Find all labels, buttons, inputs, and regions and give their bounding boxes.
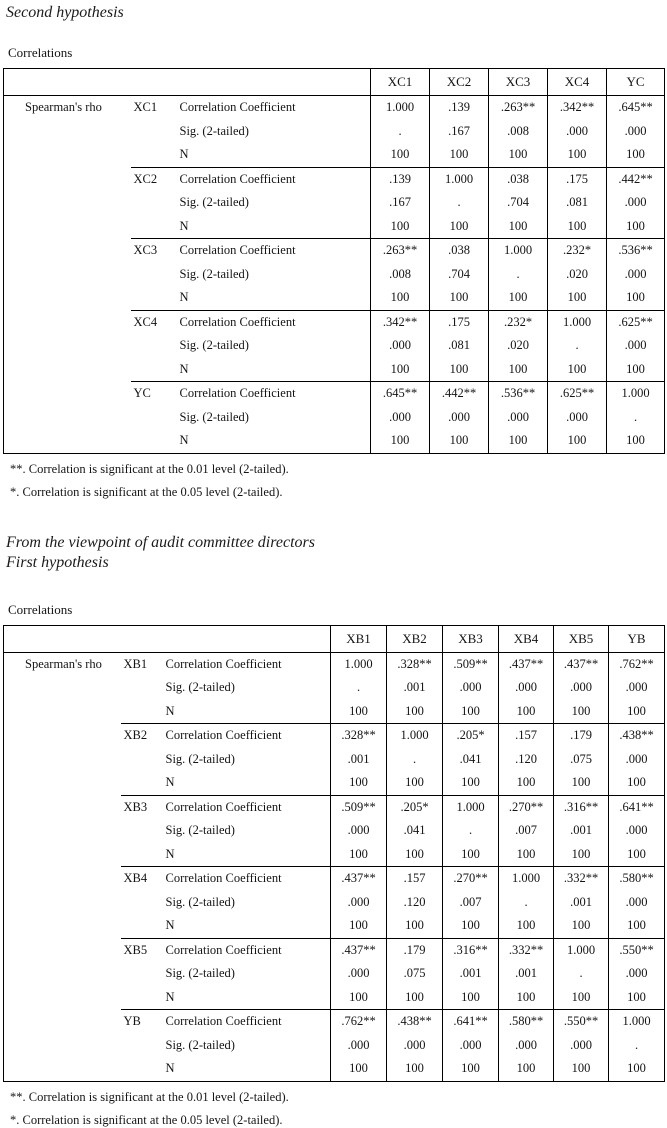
stat-label: Correlation Coefficient <box>163 724 331 748</box>
value-cell: 100 <box>387 986 443 1010</box>
value-cell: .536** <box>489 382 548 406</box>
heading-viewpoint-audit-committee: From the viewpoint of audit committee directors <box>6 533 315 551</box>
value-cell: 1.000 <box>331 652 387 676</box>
value-cell: .000 <box>609 676 665 700</box>
stat-label: N <box>179 290 189 305</box>
value-cell: .075 <box>554 748 609 772</box>
value-cell: .762** <box>609 652 665 676</box>
column-header: XC1 <box>371 69 430 96</box>
value-cell: 100 <box>489 429 548 453</box>
value-cell: .139 <box>371 167 430 191</box>
value-cell: 100 <box>430 429 489 453</box>
table-2-footnote-01-level: **. Correlation is significant at the 0.01 level (2-tailed). <box>10 1089 289 1104</box>
value-cell: .120 <box>499 748 554 772</box>
value-cell: 100 <box>489 143 548 167</box>
value-cell: 100 <box>609 914 665 938</box>
value-cell: .000 <box>489 406 548 430</box>
table-row <box>4 96 665 120</box>
value-cell: 100 <box>371 429 430 453</box>
value-cell: .437** <box>499 652 554 676</box>
correlations-table <box>3 625 665 1082</box>
value-cell: .000 <box>609 748 665 772</box>
value-cell: .081 <box>430 334 489 358</box>
row-group-label: Spearman's rho <box>25 656 102 671</box>
value-cell: 100 <box>489 215 548 239</box>
variable-label: XB1 <box>121 652 163 724</box>
column-header: XB2 <box>387 625 443 652</box>
value-cell: 1.000 <box>607 382 665 406</box>
value-cell: 1.000 <box>499 867 554 891</box>
value-cell: 100 <box>548 143 607 167</box>
value-cell: 100 <box>607 358 665 382</box>
value-cell: .000 <box>548 120 607 144</box>
stat-label: N <box>165 775 175 790</box>
stat-label: Correlation Coefficient <box>177 239 371 263</box>
value-cell: .550** <box>609 938 665 962</box>
column-header: XB4 <box>499 625 554 652</box>
value-cell: .000 <box>548 406 607 430</box>
row-group-label: Spearman's rho <box>25 100 102 114</box>
value-cell: .625** <box>607 310 665 334</box>
value-cell: .000 <box>607 191 665 215</box>
stat-label: Sig. (2-tailed) <box>165 823 235 838</box>
value-cell: 100 <box>499 700 554 724</box>
stat-label: Sig. (2-tailed) <box>165 1037 235 1052</box>
stat-label: Correlation Coefficient <box>177 382 371 406</box>
value-cell: 1.000 <box>387 724 443 748</box>
stat-label: Sig. (2-tailed) <box>165 680 235 695</box>
value-cell: 100 <box>371 215 430 239</box>
column-header: XC3 <box>489 69 548 96</box>
value-cell: .580** <box>609 867 665 891</box>
value-cell: .704 <box>489 191 548 215</box>
value-cell: .000 <box>607 334 665 358</box>
value-cell: .328** <box>331 724 387 748</box>
value-cell: .437** <box>331 938 387 962</box>
value-cell: .509** <box>443 652 499 676</box>
value-cell: 100 <box>548 429 607 453</box>
stat-label: Correlation Coefficient <box>163 1010 331 1034</box>
value-cell: .316** <box>443 938 499 962</box>
value-cell: .179 <box>387 938 443 962</box>
value-cell: 100 <box>387 843 443 867</box>
value-cell: .179 <box>554 724 609 748</box>
stat-label: Sig. (2-tailed) <box>179 123 249 138</box>
value-cell: .263** <box>489 96 548 120</box>
value-cell: .316** <box>554 795 609 819</box>
value-cell: . <box>489 263 548 287</box>
value-cell: .438** <box>387 1010 443 1034</box>
value-cell: .645** <box>371 382 430 406</box>
value-cell: 100 <box>499 986 554 1010</box>
value-cell: .167 <box>371 191 430 215</box>
variable-label: XC3 <box>131 239 177 311</box>
table-2-title: Correlations <box>8 601 73 617</box>
stat-label: N <box>165 703 175 718</box>
stat-label: Sig. (2-tailed) <box>179 409 249 424</box>
value-cell: 100 <box>499 1057 554 1081</box>
value-cell: 100 <box>554 914 609 938</box>
heading-first-hypothesis: First hypothesis <box>6 553 109 571</box>
value-cell: .081 <box>548 191 607 215</box>
value-cell: . <box>331 676 387 700</box>
stat-label: Correlation Coefficient <box>163 795 331 819</box>
variable-label: XB3 <box>121 795 163 867</box>
value-cell: 100 <box>443 771 499 795</box>
value-cell: 100 <box>548 286 607 310</box>
value-cell: .175 <box>430 310 489 334</box>
value-cell: .438** <box>609 724 665 748</box>
value-cell: .000 <box>443 1034 499 1058</box>
value-cell: 100 <box>443 914 499 938</box>
stat-label: N <box>179 433 189 448</box>
stat-label: Sig. (2-tailed) <box>165 966 235 981</box>
value-cell: .000 <box>331 1034 387 1058</box>
stat-label: Correlation Coefficient <box>163 867 331 891</box>
table-1-footnote-01-level: **. Correlation is significant at the 0.01 level (2-tailed). <box>10 461 289 476</box>
value-cell: 100 <box>430 286 489 310</box>
value-cell: .704 <box>430 263 489 287</box>
value-cell: 1.000 <box>443 795 499 819</box>
value-cell: 100 <box>609 771 665 795</box>
value-cell: 1.000 <box>371 96 430 120</box>
value-cell: 100 <box>499 914 554 938</box>
value-cell: 100 <box>607 215 665 239</box>
column-header: XC2 <box>430 69 489 96</box>
value-cell: .038 <box>430 239 489 263</box>
value-cell: .000 <box>609 962 665 986</box>
value-cell: .442** <box>607 167 665 191</box>
value-cell: .000 <box>554 676 609 700</box>
stat-label: Sig. (2-tailed) <box>179 195 249 210</box>
value-cell: .000 <box>554 1034 609 1058</box>
stat-label: N <box>179 361 189 376</box>
value-cell: .000 <box>499 1034 554 1058</box>
value-cell: 100 <box>443 1057 499 1081</box>
value-cell: . <box>609 1034 665 1058</box>
value-cell: 100 <box>548 358 607 382</box>
stat-label: Sig. (2-tailed) <box>165 751 235 766</box>
stat-label: Correlation Coefficient <box>177 310 371 334</box>
value-cell: .580** <box>499 1010 554 1034</box>
value-cell: .550** <box>554 1010 609 1034</box>
value-cell: . <box>430 191 489 215</box>
value-cell: 100 <box>331 771 387 795</box>
correlations-table <box>3 68 665 454</box>
value-cell: .625** <box>548 382 607 406</box>
stat-label: Correlation Coefficient <box>163 652 331 676</box>
stat-label: N <box>179 218 189 233</box>
value-cell: .001 <box>554 891 609 915</box>
stat-label: N <box>165 989 175 1004</box>
value-cell: .007 <box>499 819 554 843</box>
column-header: XB1 <box>331 625 387 652</box>
value-cell: .000 <box>607 120 665 144</box>
value-cell: 100 <box>371 143 430 167</box>
stat-label: N <box>165 846 175 861</box>
value-cell: .641** <box>609 795 665 819</box>
value-cell: 100 <box>554 843 609 867</box>
variable-label: XC2 <box>131 167 177 239</box>
value-cell: 100 <box>609 986 665 1010</box>
value-cell: 1.000 <box>554 938 609 962</box>
value-cell: 100 <box>499 771 554 795</box>
value-cell: .232* <box>548 239 607 263</box>
value-cell: 100 <box>489 358 548 382</box>
value-cell: .157 <box>387 867 443 891</box>
variable-label: XC4 <box>131 310 177 382</box>
value-cell: .342** <box>548 96 607 120</box>
correlations-table-2-container <box>0 625 667 1082</box>
value-cell: 100 <box>430 143 489 167</box>
value-cell: .270** <box>443 867 499 891</box>
value-cell: .020 <box>548 263 607 287</box>
stat-label: Correlation Coefficient <box>177 167 371 191</box>
column-header: XC4 <box>548 69 607 96</box>
value-cell: .000 <box>609 819 665 843</box>
stat-label: N <box>165 1061 175 1076</box>
value-cell: .645** <box>607 96 665 120</box>
variable-label: XC1 <box>131 96 177 168</box>
correlations-table-1-container <box>0 68 667 454</box>
value-cell: 100 <box>331 700 387 724</box>
stat-label: Correlation Coefficient <box>177 96 371 120</box>
value-cell: 100 <box>371 358 430 382</box>
heading-second-hypothesis: Second hypothesis <box>6 4 124 21</box>
value-cell: 100 <box>554 986 609 1010</box>
value-cell: . <box>554 962 609 986</box>
value-cell: .232* <box>489 310 548 334</box>
value-cell: .000 <box>430 406 489 430</box>
value-cell: .000 <box>371 334 430 358</box>
column-header: YB <box>609 625 665 652</box>
value-cell: 100 <box>609 1057 665 1081</box>
value-cell: .205* <box>387 795 443 819</box>
value-cell: .001 <box>554 819 609 843</box>
value-cell: .000 <box>331 819 387 843</box>
value-cell: .332** <box>554 867 609 891</box>
value-cell: .000 <box>607 263 665 287</box>
stat-label: N <box>179 147 189 162</box>
value-cell: .041 <box>443 748 499 772</box>
header-blank-cell <box>4 625 331 652</box>
value-cell: 100 <box>371 286 430 310</box>
stat-label: N <box>165 918 175 933</box>
value-cell: 100 <box>430 215 489 239</box>
value-cell: 1.000 <box>548 310 607 334</box>
value-cell: .509** <box>331 795 387 819</box>
value-cell: 100 <box>489 286 548 310</box>
value-cell: .167 <box>430 120 489 144</box>
value-cell: 100 <box>499 843 554 867</box>
value-cell: 100 <box>607 143 665 167</box>
value-cell: .342** <box>371 310 430 334</box>
column-header: YC <box>607 69 665 96</box>
value-cell: .157 <box>499 724 554 748</box>
stat-label: Correlation Coefficient <box>163 938 331 962</box>
stat-label: Sig. (2-tailed) <box>179 266 249 281</box>
value-cell: 100 <box>554 700 609 724</box>
value-cell: 1.000 <box>430 167 489 191</box>
value-cell: .001 <box>387 676 443 700</box>
value-cell: 100 <box>548 215 607 239</box>
variable-label: XB4 <box>121 867 163 939</box>
value-cell: .008 <box>371 263 430 287</box>
value-cell: .332** <box>499 938 554 962</box>
value-cell: 100 <box>554 1057 609 1081</box>
table-row <box>4 652 665 676</box>
section-heading-block <box>0 533 667 573</box>
value-cell: .000 <box>609 891 665 915</box>
table-2-footnote-05-level: *. Correlation is significant at the 0.05 level (2-tailed). <box>10 1112 283 1127</box>
value-cell: . <box>371 120 430 144</box>
value-cell: .075 <box>387 962 443 986</box>
value-cell: 100 <box>387 700 443 724</box>
value-cell: .437** <box>554 652 609 676</box>
value-cell: .008 <box>489 120 548 144</box>
value-cell: . <box>499 891 554 915</box>
value-cell: .000 <box>371 406 430 430</box>
variable-label: XB2 <box>121 724 163 796</box>
value-cell: .536** <box>607 239 665 263</box>
value-cell: 100 <box>387 1057 443 1081</box>
value-cell: 100 <box>607 286 665 310</box>
variable-label: YB <box>121 1010 163 1082</box>
value-cell: .007 <box>443 891 499 915</box>
value-cell: .139 <box>430 96 489 120</box>
value-cell: 100 <box>387 914 443 938</box>
value-cell: .000 <box>331 962 387 986</box>
value-cell: . <box>607 406 665 430</box>
header-blank-cell <box>4 69 371 96</box>
value-cell: .000 <box>387 1034 443 1058</box>
value-cell: 100 <box>443 843 499 867</box>
table-1-footnote-05-level: *. Correlation is significant at the 0.05 level (2-tailed). <box>10 484 283 499</box>
column-header: XB5 <box>554 625 609 652</box>
stat-label: Sig. (2-tailed) <box>179 338 249 353</box>
value-cell: .437** <box>331 867 387 891</box>
value-cell: .000 <box>499 676 554 700</box>
value-cell: .000 <box>443 676 499 700</box>
value-cell: .270** <box>499 795 554 819</box>
value-cell: 100 <box>609 700 665 724</box>
value-cell: 100 <box>331 843 387 867</box>
value-cell: .120 <box>387 891 443 915</box>
value-cell: .263** <box>371 239 430 263</box>
value-cell: . <box>443 819 499 843</box>
value-cell: 100 <box>331 1057 387 1081</box>
value-cell: .641** <box>443 1010 499 1034</box>
value-cell: 100 <box>387 771 443 795</box>
stat-label: Sig. (2-tailed) <box>165 894 235 909</box>
variable-label: YC <box>131 382 177 454</box>
value-cell: 100 <box>331 914 387 938</box>
value-cell: .000 <box>331 891 387 915</box>
value-cell: 1.000 <box>489 239 548 263</box>
value-cell: 100 <box>443 986 499 1010</box>
value-cell: .001 <box>331 748 387 772</box>
value-cell: .020 <box>489 334 548 358</box>
value-cell: 100 <box>443 700 499 724</box>
value-cell: 100 <box>331 986 387 1010</box>
value-cell: 100 <box>607 429 665 453</box>
value-cell: .041 <box>387 819 443 843</box>
value-cell: . <box>387 748 443 772</box>
variable-label: XB5 <box>121 938 163 1010</box>
value-cell: 1.000 <box>609 1010 665 1034</box>
value-cell: .175 <box>548 167 607 191</box>
value-cell: .001 <box>499 962 554 986</box>
value-cell: .038 <box>489 167 548 191</box>
value-cell: .762** <box>331 1010 387 1034</box>
value-cell: 100 <box>609 843 665 867</box>
value-cell: . <box>548 334 607 358</box>
column-header: XB3 <box>443 625 499 652</box>
value-cell: .442** <box>430 382 489 406</box>
value-cell: 100 <box>554 771 609 795</box>
table-1-title: Correlations <box>8 45 73 60</box>
value-cell: .001 <box>443 962 499 986</box>
value-cell: 100 <box>430 358 489 382</box>
value-cell: .328** <box>387 652 443 676</box>
value-cell: .205* <box>443 724 499 748</box>
